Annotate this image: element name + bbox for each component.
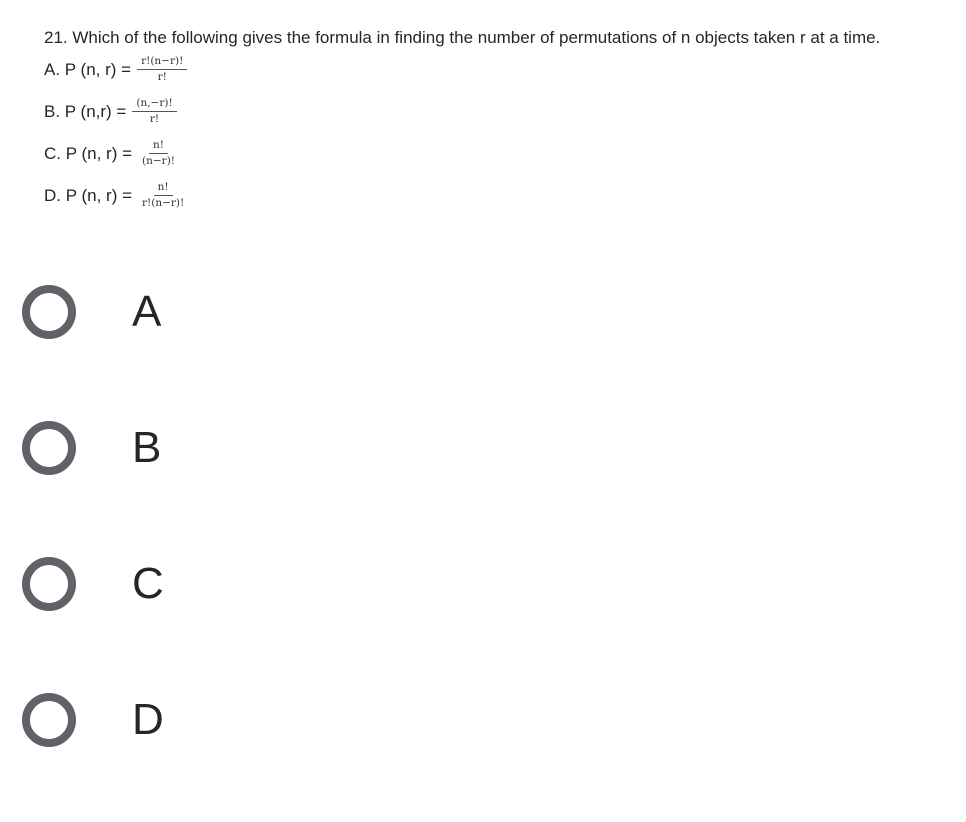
choice-a-denominator: r! (157, 70, 167, 83)
option-c-label[interactable]: C (132, 559, 164, 608)
option-b[interactable] (22, 414, 164, 482)
choice-a-fraction (137, 55, 187, 84)
choice-a-lead: A. P (n, r) = (44, 59, 132, 79)
choice-b-numerator: (n,−r)! (132, 97, 176, 112)
choice-d-fraction (138, 181, 188, 210)
choice-d-lead: D. P (n, r) = (44, 185, 133, 205)
choice-b-fraction (132, 97, 176, 126)
question-text: 21. Which of the following gives the formula in finding the number of permutations of n objects taken r at a time. (44, 28, 881, 47)
choice-c-fraction (138, 139, 179, 168)
answer-options (22, 278, 164, 822)
choice-c-denominator: (n−r)! (142, 154, 176, 167)
choice-b-formula (44, 89, 954, 133)
choice-c-lead: C. P (n, r) = (44, 143, 133, 163)
choice-b-denominator: r! (149, 112, 160, 125)
choice-d-denominator: r!(n−r)! (142, 196, 185, 209)
radio-unchecked-icon[interactable] (22, 421, 76, 475)
radio-unchecked-icon[interactable] (22, 693, 76, 747)
option-b-label[interactable]: B (132, 423, 162, 472)
option-a-label[interactable]: A (132, 287, 162, 336)
choice-c-formula (44, 131, 954, 175)
choice-d-numerator: n! (154, 181, 173, 196)
radio-unchecked-icon[interactable] (22, 285, 76, 339)
question-block (44, 26, 954, 217)
option-d-label[interactable]: D (132, 695, 164, 744)
choice-a-numerator: r!(n−r)! (137, 55, 187, 70)
choice-a-formula (44, 47, 954, 91)
choice-d-formula (44, 173, 954, 217)
option-c[interactable] (22, 550, 164, 618)
option-d[interactable] (22, 686, 164, 754)
option-a[interactable] (22, 278, 164, 346)
choice-b-lead: B. P (n,r) = (44, 101, 127, 121)
choice-c-numerator: n! (149, 139, 168, 154)
radio-unchecked-icon[interactable] (22, 557, 76, 611)
